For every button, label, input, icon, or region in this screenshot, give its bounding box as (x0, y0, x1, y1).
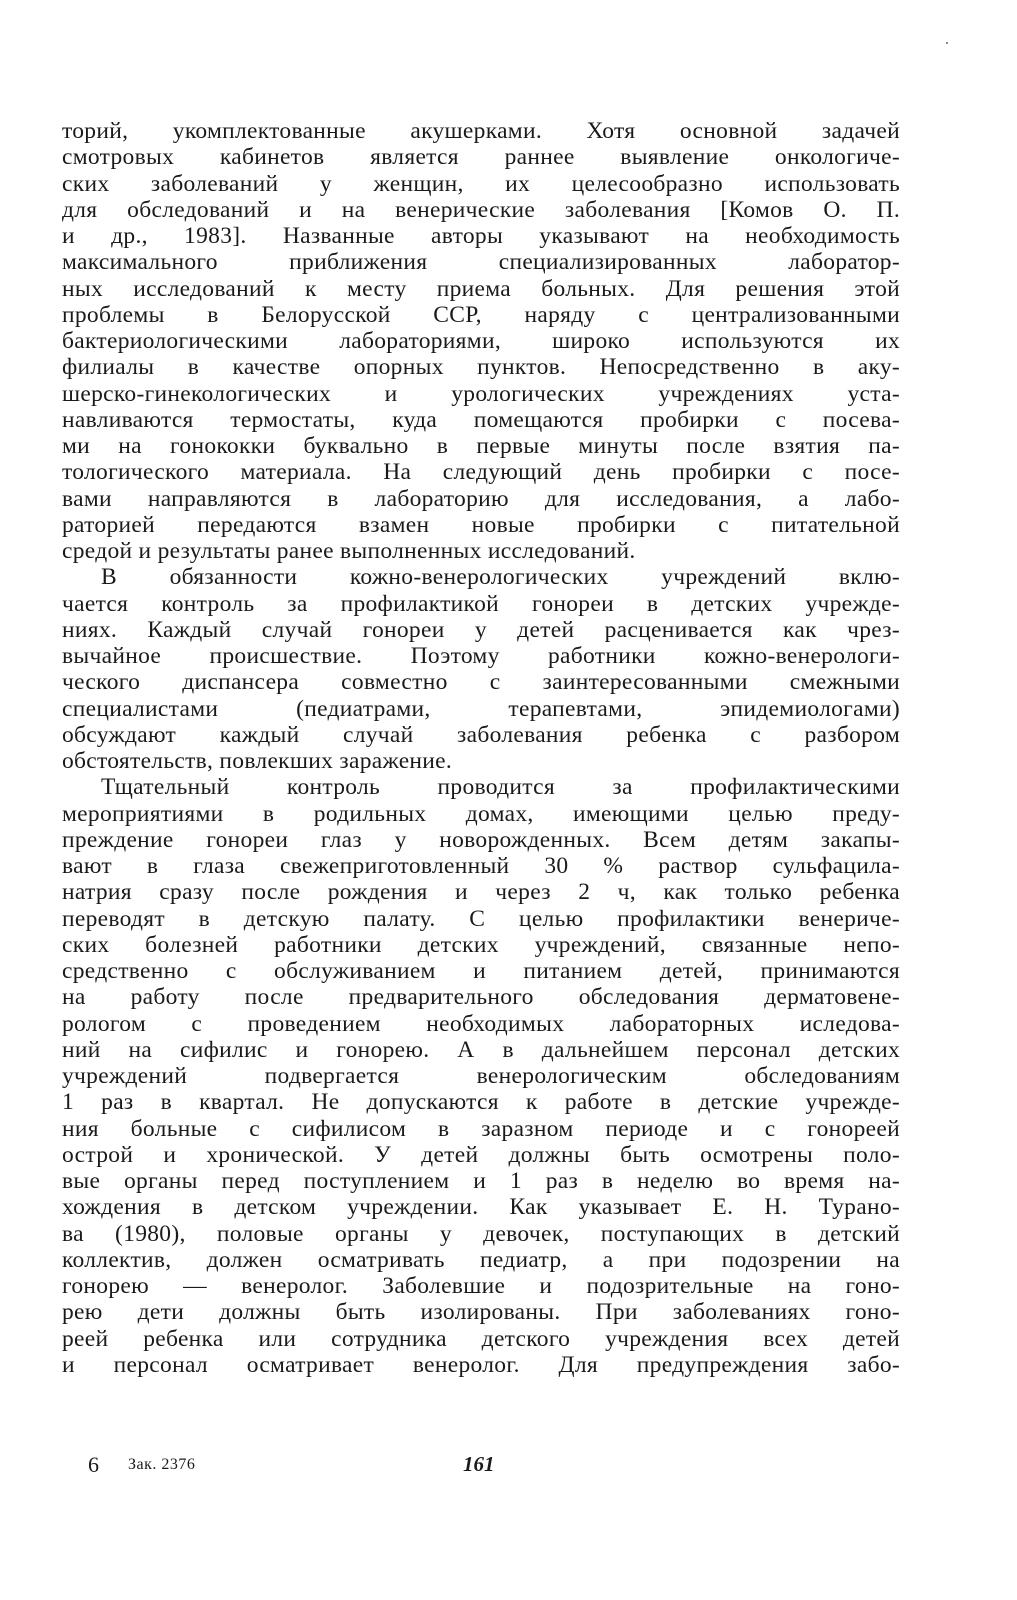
page-footer (0, 1452, 1017, 1482)
text-line: бактериологическими лабораториями, широко используются их (62, 328, 900, 354)
text-line: обстоятельств, повлекших заражение. (62, 748, 453, 774)
text-line: преждение гонореи глаз у новорожденных. Всем детям закапы- (62, 826, 900, 853)
text-line: ва (1980), половые органы у девочек, поступающих в детский (62, 1220, 900, 1247)
text-line: ми на гонококки буквально в первые минуты после взятия па- (62, 433, 900, 459)
text-line: на работу после предварительного обследования дерматовене- (62, 984, 900, 1011)
text-line: смотровых кабинетов является раннее выявление онкологиче- (62, 144, 900, 171)
text-line: ния больные с сифилисом в заразном периоде и с гонореей (62, 1115, 900, 1142)
text-line: ческого диспансера совместно с заинтересованными смежными (62, 669, 900, 696)
text-line: мероприятиями в родильных домах, имеющими целью преду- (62, 800, 900, 827)
text-line: гонорею — венеролог. Заболевшие и подозрительные на гоно- (62, 1273, 900, 1299)
page-text (62, 118, 900, 1378)
text-line: 1 раз в квартал. Не допускаются к работе в детские учрежде- (62, 1089, 900, 1116)
text-line: специалистами (педиатрами, терапевтами, эпидемиологами) (62, 695, 900, 722)
text-line: учреждений подвергается венерологическим обследованиям (62, 1063, 900, 1089)
text-line: раторией передаются взамен новые пробирки с питательной (62, 511, 900, 538)
text-line: ских заболеваний у женщин, их целесообразно использовать (62, 170, 900, 197)
text-line: средой и результаты ранее выполненных исследований. (62, 538, 636, 564)
text-line: и персонал осматривает венеролог. Для предупреждения забо- (62, 1351, 900, 1378)
text-line: ных исследований к месту приема больных. Для решения этой (62, 275, 900, 302)
text-line: обсуждают каждый случай заболевания ребенка с разбором (62, 721, 900, 748)
text-line: острой и хронической. У детей должны быть осмотрены поло- (62, 1141, 900, 1168)
print-order-note: Зак. 2376 (128, 1456, 196, 1473)
text-line: ских болезней работники детских учреждений, связанные непо- (62, 931, 900, 958)
text-line: для обследований и на венерические заболевания [Комов О. П. (62, 196, 900, 223)
text-line: рею дети должны быть изолированы. При заболеваниях гоно- (62, 1299, 900, 1326)
text-line: торий, укомплектованные акушерками. Хотя основной задачей (62, 118, 900, 144)
text-line: чается контроль за профилактикой гонореи в детских учрежде- (62, 590, 900, 617)
text-line: и др., 1983]. Названные авторы указывают на необходимость (62, 223, 900, 249)
text-line: филиалы в качестве опорных пунктов. Непосредственно в аку- (62, 354, 900, 381)
signature-number: 6 (88, 1452, 99, 1477)
text-line: шерско-гинекологических и урологических учреждениях уста- (62, 380, 900, 407)
text-line: вают в глаза свежеприготовленный 30 % раствор сульфацила- (62, 853, 900, 879)
text-line: натрия сразу после рождения и через 2 ч, как только ребенка (62, 879, 900, 906)
text-line: переводят в детскую палату. С целью профилактики венериче- (62, 905, 900, 932)
text-line: реей ребенка или сотрудника детского учреждения всех детей (62, 1325, 900, 1352)
text-line: ний на сифилис и гонорею. А в дальнейшем персонал детских (62, 1036, 900, 1063)
text-line: вычайное происшествие. Поэтому работники кожно-венерологи- (62, 643, 900, 669)
text-line: ниях. Каждый случай гонореи у детей расценивается как чрез- (62, 616, 900, 643)
text-line: Тщательный контроль проводится за профилактическими (101, 774, 900, 801)
text-line: максимального приближения специализированных лаборатор- (62, 249, 900, 276)
page-number: 161 (463, 1452, 495, 1476)
text-line: тологического материала. На следующий день пробирки с посе- (62, 459, 900, 486)
scan-speck (946, 42, 948, 44)
text-line: проблемы в Белорусской ССР, наряду с централизованными (62, 301, 900, 328)
text-line: хождения в детском учреждении. Как указывает Е. Н. Турано- (62, 1194, 900, 1221)
text-line: В обязанности кожно-венерологических учреждений вклю- (101, 564, 900, 591)
text-line: вами направляются в лабораторию для исследования, а лабо- (62, 485, 900, 512)
text-line: коллектив, должен осматривать педиатр, а при подозрении на (62, 1246, 900, 1273)
text-line: средственно с обслуживанием и питанием детей, принимаются (62, 958, 900, 984)
text-line: навливаются термостаты, куда помещаются пробирки с посева- (62, 406, 900, 433)
text-line: вые органы перед поступлением и 1 раз в неделю во время на- (62, 1168, 900, 1194)
text-line: рологом с проведением необходимых лабораторных иследова- (62, 1010, 900, 1037)
